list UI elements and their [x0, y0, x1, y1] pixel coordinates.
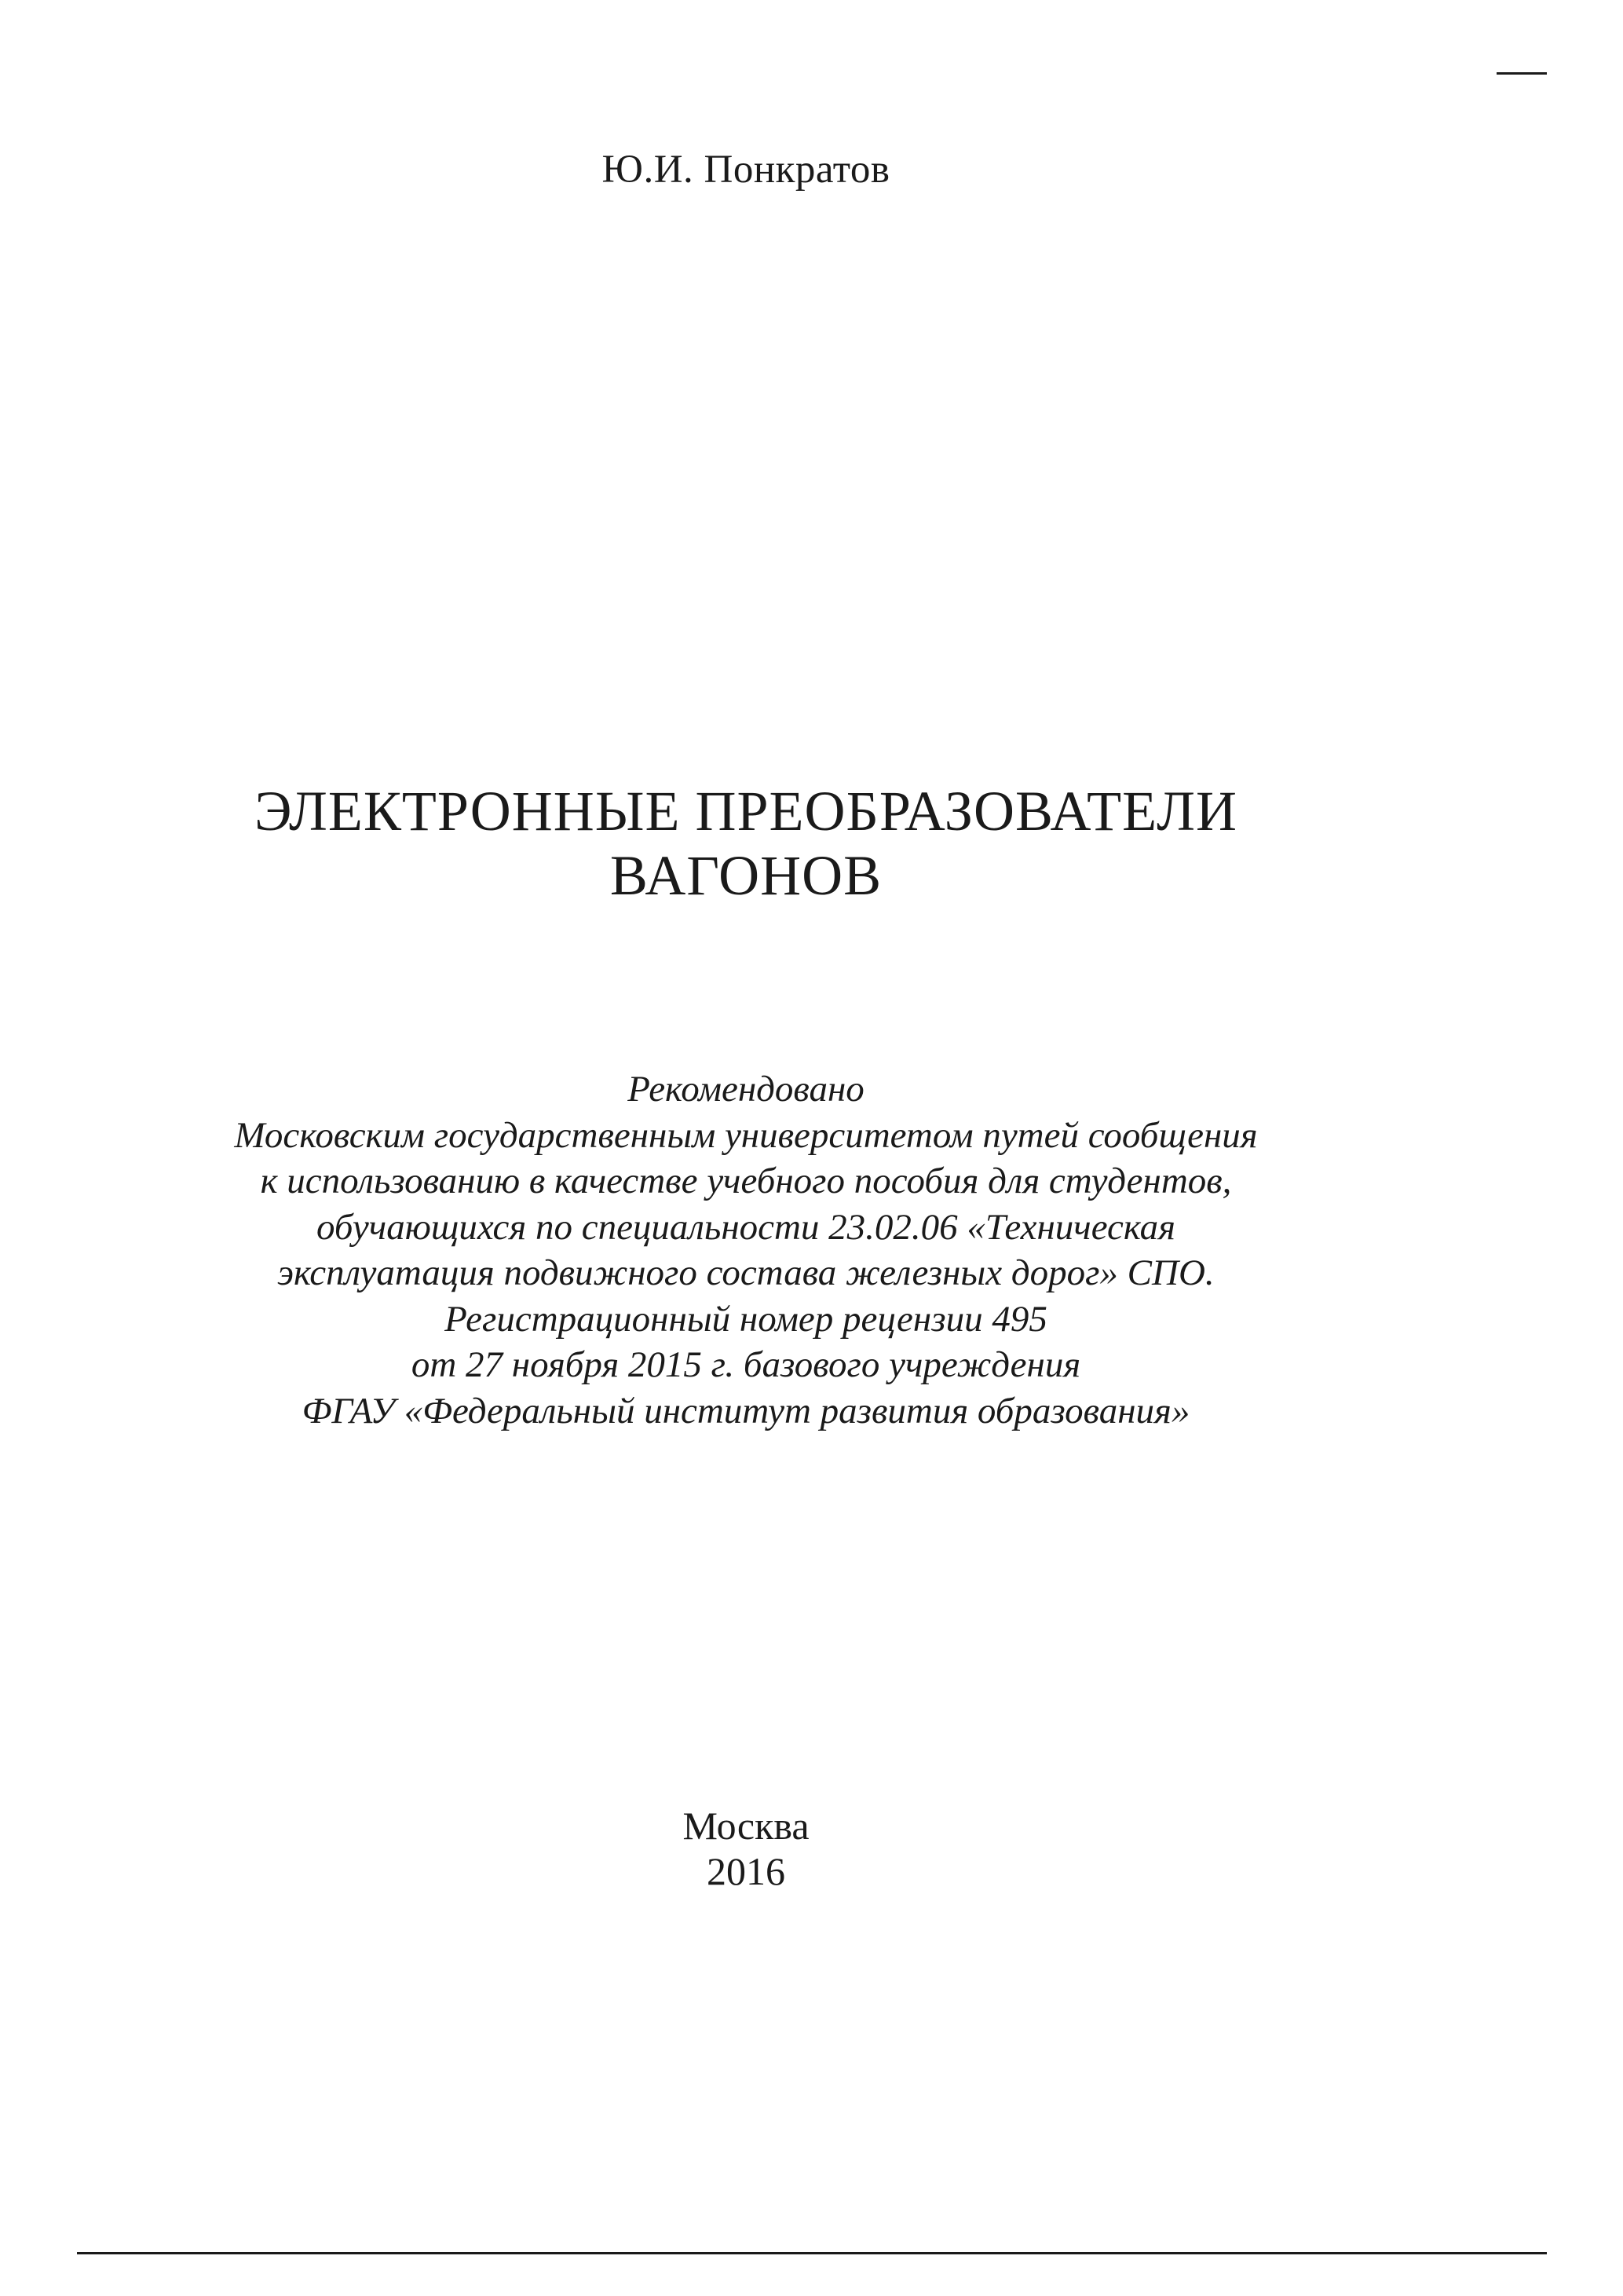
bottom-rule — [77, 2252, 1547, 2254]
title-line-2: ВАГОНОВ — [609, 844, 883, 907]
recommendation-line: Регистрационный номер рецензии 495 — [444, 1298, 1047, 1340]
title-line-1: ЭЛЕКТРОННЫЕ ПРЕОБРАЗОВАТЕЛИ — [254, 780, 1237, 843]
recommendation-line: ФГАУ «Федеральный институт развития образования» — [302, 1390, 1190, 1431]
book-title — [0, 779, 1492, 908]
recommendation-line: от 27 ноября 2015 г. базового учреждения — [411, 1344, 1081, 1385]
imprint-block — [0, 1803, 1492, 1894]
author-name: Ю.И. Понкратов — [601, 148, 890, 192]
recommendation-block — [0, 1066, 1492, 1434]
top-dash-rule — [1497, 72, 1547, 75]
imprint-year: 2016 — [707, 1849, 785, 1893]
recommendation-line: эксплуатация подвижного состава железных дорог» СПО. — [277, 1252, 1215, 1293]
recommendation-line: к использованию в качестве учебного пособия для студентов, — [260, 1161, 1232, 1201]
recommendation-line: обучающихся по специальности 23.02.06 «Техническая — [316, 1206, 1175, 1248]
imprint-city: Москва — [682, 1804, 810, 1848]
recommendation-line: Московским государственным университетом путей сообщения — [234, 1114, 1258, 1156]
recommendation-line: Рекомендовано — [627, 1069, 865, 1110]
